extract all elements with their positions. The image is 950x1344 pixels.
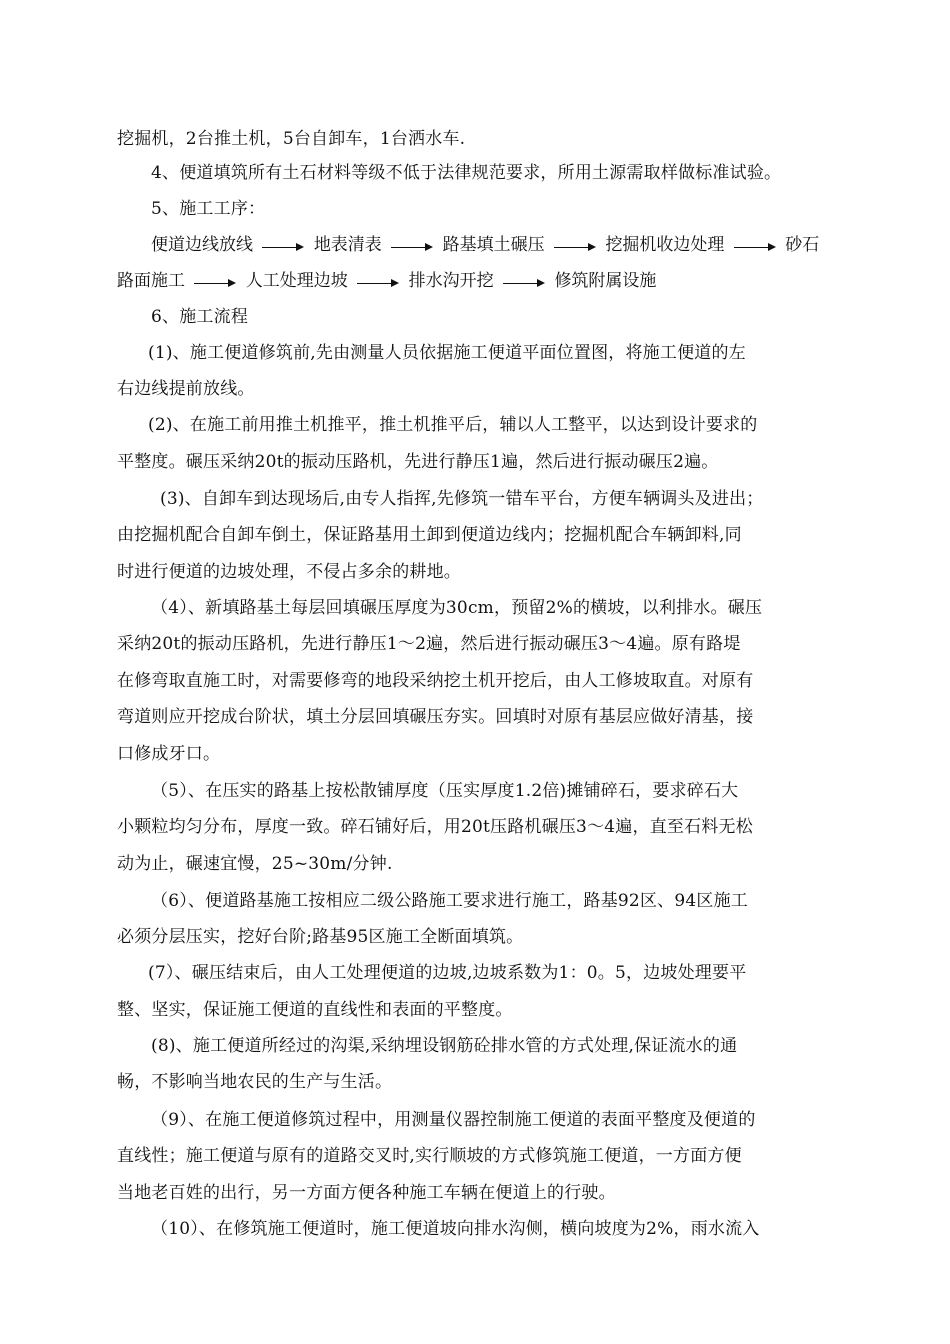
arrow-right-icon bbox=[357, 275, 399, 287]
flow-step: 便道边线放线 bbox=[151, 234, 253, 255]
arrow-right-icon bbox=[503, 275, 545, 287]
paragraph-line: 5、施工工序： bbox=[151, 199, 266, 219]
paragraph-line: 采纳20t的振动压路机，先进行静压1～2遍，然后进行振动碾压3～4遍。原有路堤 bbox=[117, 634, 741, 654]
section-heading: 6、施工流程 bbox=[151, 307, 249, 327]
process-flow-row-2 bbox=[117, 269, 837, 292]
paragraph-line: 4、便道填筑所有土石材料等级不低于法律规范要求，所用土源需取样做标准试验。 bbox=[151, 163, 782, 183]
paragraph-line: 动为止，碾速宜慢，25~30m/分钟. bbox=[117, 854, 393, 874]
paragraph-line: 平整度。碾压采纳20t的振动压路机，先进行静压1遍，然后进行振动碾压2遍。 bbox=[117, 452, 719, 472]
flow-step: 砂石 bbox=[785, 234, 820, 255]
flow-step: 挖掘机收边处理 bbox=[605, 234, 725, 255]
arrow-right-icon bbox=[554, 239, 596, 251]
paragraph-line: 弯道则应开挖成台阶状，填土分层回填碾压夯实。回填时对原有基层应做好清基，接 bbox=[117, 707, 754, 727]
paragraph-line: (8)、施工便道所经过的沟渠,采纳埋设钢筋砼排水管的方式处理,保证流水的通 bbox=[151, 1036, 738, 1056]
paragraph-line: 由挖掘机配合自卸车倒土，保证路基用土卸到便道边线内；挖掘机配合车辆卸料,同 bbox=[117, 525, 742, 545]
paragraph-line: （4）、新填路基土每层回填碾压厚度为30cm，预留2%的横坡，以利排水。碾压 bbox=[151, 598, 763, 618]
paragraph-line: 整、坚实，保证施工便道的直线性和表面的平整度。 bbox=[117, 1000, 513, 1020]
paragraph-line: (2)、在施工前用推土机推平，推土机推平后，辅以人工整平，以达到设计要求的 bbox=[148, 415, 758, 435]
paragraph-line: 时进行便道的边坡处理，不侵占多余的耕地。 bbox=[117, 562, 461, 582]
paragraph-line: 当地老百姓的出行，另一方面方便各种施工车辆在便道上的行驶。 bbox=[117, 1183, 616, 1203]
paragraph-line: 畅，不影响当地农民的生产与生活。 bbox=[117, 1072, 393, 1092]
arrow-right-icon bbox=[391, 239, 433, 251]
paragraph-line: 小颗粒均匀分布，厚度一致。碎石铺好后，用20t压路机碾压3～4遍，直至石料无松 bbox=[117, 817, 753, 837]
paragraph-line: （6）、便道路基施工按相应二级公路施工要求进行施工，路基92区、94区施工 bbox=[151, 891, 748, 911]
flow-step: 修筑附属设施 bbox=[554, 270, 657, 291]
flow-step: 人工处理边坡 bbox=[245, 270, 348, 291]
flow-step: 路面施工 bbox=[117, 270, 185, 291]
arrow-right-icon bbox=[194, 275, 236, 287]
paragraph-line: (1)、施工便道修筑前,先由测量人员依据施工便道平面位置图，将施工便道的左 bbox=[148, 343, 746, 363]
paragraph-line: （5）、在压实的路基上按松散铺厚度（压实厚度1.2倍)摊铺碎石，要求碎石大 bbox=[151, 781, 739, 801]
flow-step: 路基填土碾压 bbox=[442, 234, 545, 255]
paragraph-line: (7）、碾压结束后，由人工处理便道的边坡,边坡系数为1：0。5，边坡处理要平 bbox=[148, 963, 747, 983]
paragraph-line: （9）、在施工便道修筑过程中，用测量仪器控制施工便道的表面平整度及便道的 bbox=[151, 1110, 756, 1130]
paragraph-line: 必须分层压实，挖好台阶;路基95区施工全断面填筑。 bbox=[117, 927, 524, 947]
arrow-right-icon bbox=[262, 239, 304, 251]
paragraph-line: 直线性；施工便道与原有的道路交叉时,实行顺坡的方式修筑施工便道，一方面方便 bbox=[117, 1146, 742, 1166]
process-flow-row-1 bbox=[151, 233, 871, 256]
paragraph-line: （10）、在修筑施工便道时，施工便道坡向排水沟侧，横向坡度为2%，雨水流入 bbox=[151, 1219, 760, 1239]
arrow-right-icon bbox=[734, 239, 776, 251]
paragraph-line: 挖掘机，2台推土机，5台自卸车，1台洒水车. bbox=[117, 129, 466, 149]
paragraph-line: 右边线提前放线。 bbox=[117, 379, 255, 399]
paragraph-line: (3)、自卸车到达现场后,由专人指挥,先修筑一错车平台，方便车辆调头及进出； bbox=[160, 489, 764, 509]
paragraph-line: 口修成牙口。 bbox=[117, 744, 221, 764]
paragraph-line: 在修弯取直施工时，对需要修弯的地段采纳挖土机开挖后，由人工修坡取直。对原有 bbox=[117, 671, 754, 691]
flow-step: 排水沟开挖 bbox=[408, 270, 494, 291]
flow-step: 地表清表 bbox=[313, 234, 382, 255]
